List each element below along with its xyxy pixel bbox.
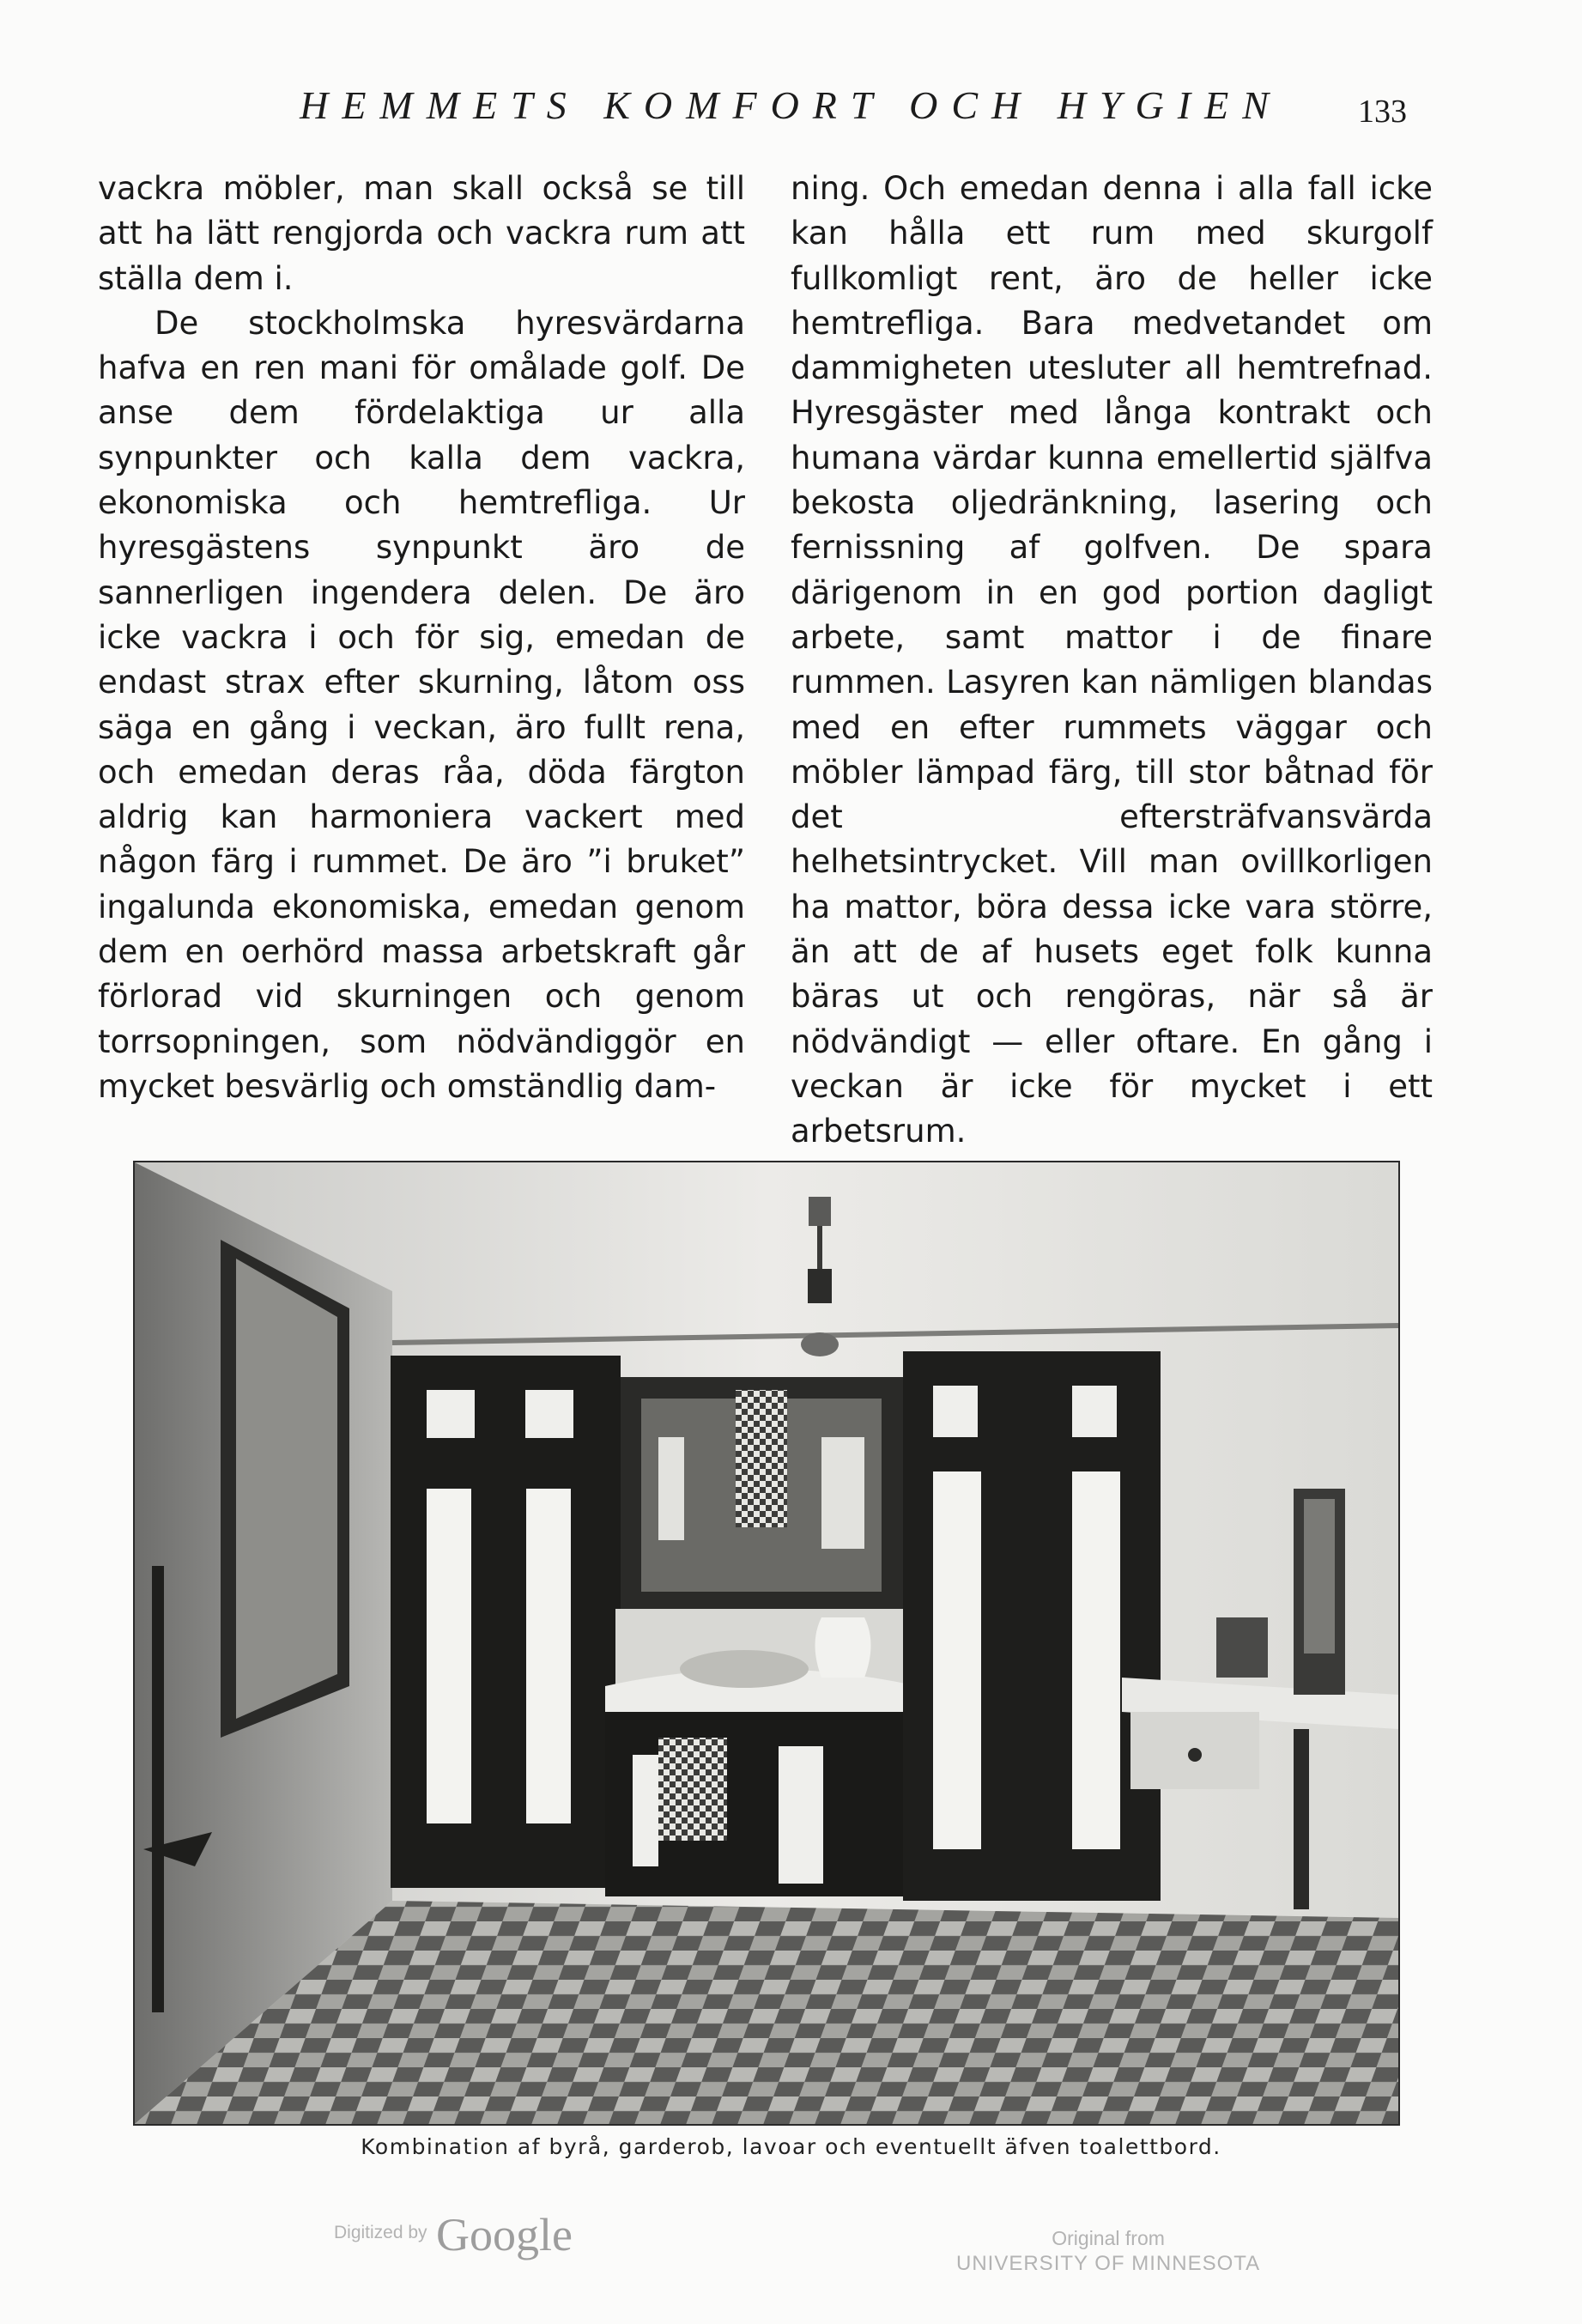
right-text-column <box>791 167 1433 1155</box>
original-from-label: Original from <box>1052 2227 1165 2249</box>
original-from-watermark <box>956 2225 1260 2277</box>
running-header-title: HEMMETS KOMFORT OCH HYGIEN <box>300 83 1282 127</box>
figure-caption: Kombination af byrå, garderob, lavoar och eventuellt äfven toalettbord. <box>361 2134 1221 2159</box>
paragraph: ning. Och emedan denna i alla fall icke kan hålla ett rum med skurgolf fullkomligt rent, äro de heller icke hemtrefliga. Bara medvetandet om dammigheten utesluter all hemtrefnad. Hyresgäster med långa kontrakt och humana värdar kunna emellertid själfva bekosta oljedränkning, lasering och fernissning af golfven. De spara därigenom in en god portion dagligt arbete, samt mattor i de finare rummen. Lasyren kan nämligen blandas med en efter rummets väggar och möbler lämpad färg, till stor båtnad för det eftersträfvansvärda helhetsintrycket. Vill man ovillkorligen ha mattor, böra dessa icke vara större, än att de af husets eget folk kunna bäras ut och rengöras, när så är nödvändigt — eller oftare. En gång i veckan är icke för mycket i ett arbetsrum. <box>791 170 1433 1150</box>
digitized-by-label: Digitized by <box>334 2223 427 2242</box>
google-logo: Google <box>436 2209 573 2260</box>
paragraph: vackra möbler, man skall också se till att ha lätt rengjorda och vackra rum att ställa dem i. <box>98 170 745 297</box>
university-label: UNIVERSITY OF MINNESOTA <box>956 2252 1261 2275</box>
digitized-by-watermark <box>334 2208 573 2261</box>
paragraph: De stockholmska hyresvärdarna hafva en ren mani för omålade golf. De anse dem fördelaktiga ur alla synpunkter och kalla dem vackra, ekonomiska och hemtrefliga. Ur hyresgästens synpunkt äro de sannerligen ingendera delen. De äro icke vackra i och för sig, emedan de endast strax efter skurning, låtom oss säga en gång i veckan, äro fullt rena, och emedan deras råa, döda färgton aldrig kan harmoniera vackert med någon färg i rummet. De äro ”i bruket” ingalunda ekonomiska, emedan genom dem en oerhörd massa arbetskraft går förlorad vid skurningen och genom torrsopningen, som nödvändiggör en mycket besvärlig och omständlig dam- <box>98 304 745 1105</box>
room-photograph <box>133 1161 1400 2126</box>
left-text-column <box>98 167 745 1109</box>
page-number: 133 <box>1358 94 1407 130</box>
